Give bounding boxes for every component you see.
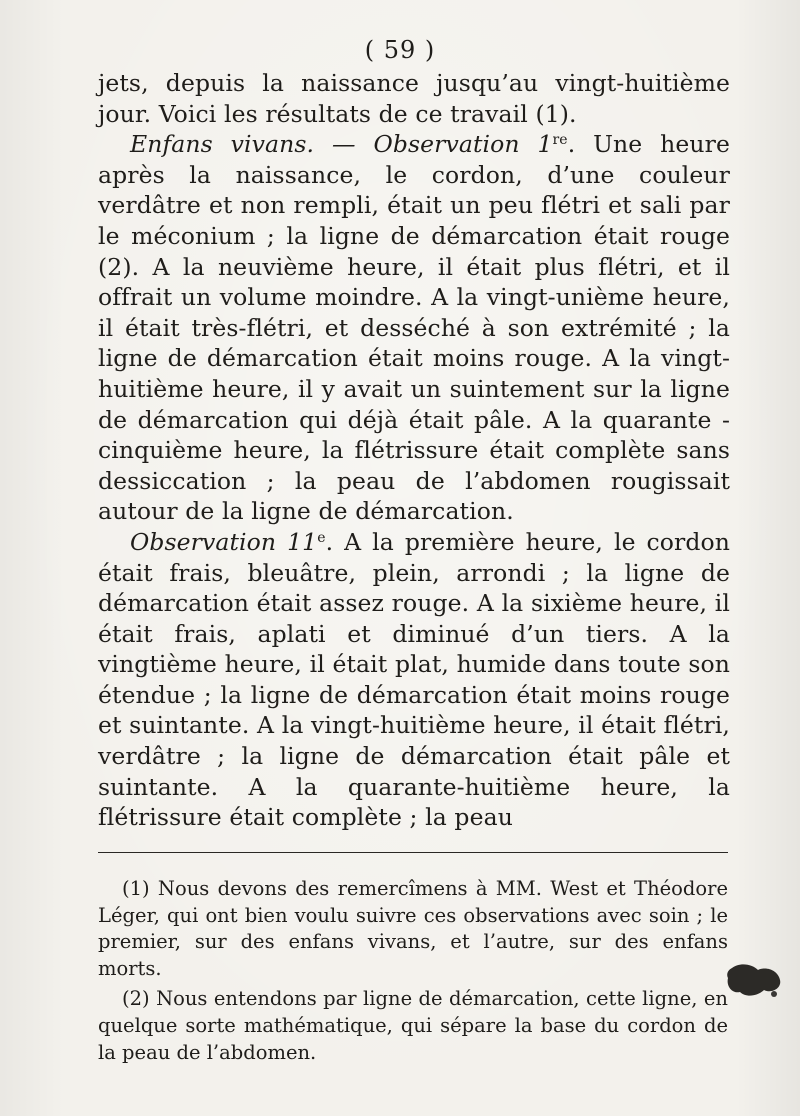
text-run: . A la première heure, le cordon était frais, bleuâtre, plein, arrondi ; la ligne de démarcation était assez rouge. A la sixième heure, il était frais, aplati et diminué d’un tiers. A la vingtième heure, il était plat, humide dans toute son étendue ; la ligne de démarcation était moins rouge et suintante. A la vingt-huitième heure, il était flétri, verdâtre ; la ligne de démarcation était pâle et suintante. A la quarante-huitième heure, la flétrissure était complète ; la peau (98, 527, 730, 832)
page-number: ( 59 ) (364, 36, 436, 64)
footnotes (98, 876, 728, 1070)
main-text (98, 68, 730, 833)
footnote-2: (2) Nous entendons par ligne de démarcation, cette ligne, en quelque sorte mathématique, qui sépare la base du cordon de la peau de l’abdomen. (98, 987, 728, 1064)
footnote-divider (98, 852, 728, 853)
paragraph-continuation (98, 68, 730, 129)
paragraph-observation-2 (98, 527, 730, 833)
ordinal-superscript: e (317, 529, 326, 546)
text-run: . Une heure après la naissance, le cordon, d’une couleur verdâtre et non rempli, était un peu flétri et sali par le méconium ; la ligne de démarcation était rouge (2). A la neuvième heure, il était plus flétri, et il offrait un volume moindre. A la vingt-unième heure, il était très-flétri, et desséché à son extrémité ; la ligne de démarcation était moins rouge. A la vingt-huitième heure, il y avait un suintement sur la ligne de démarcation qui déjà était pâle. A la quarante - cinquième heure, la flétrissure était complète sans dessiccation ; la peau de l’abdomen rougissait autour de la ligne de démarcation. (98, 130, 730, 526)
observation-heading: Enfans vivans. — Observation 1 (130, 130, 553, 159)
ink-blot (722, 960, 784, 1000)
paragraph-observation-1 (98, 129, 730, 527)
footnote-1: (1) Nous devons des remercîmens à MM. West et Théodore Léger, qui ont bien voulu suivre ces observations avec soin ; le premier, sur des enfans vivans, et l’autre, sur des enfans morts. (98, 877, 728, 980)
text-run: jets, depuis la naissance jusqu’au vingt-huitième jour. Voici les résultats de ce travail (1). (98, 69, 730, 128)
ordinal-superscript: re (552, 132, 568, 149)
observation-heading: Observation 11 (130, 527, 318, 556)
